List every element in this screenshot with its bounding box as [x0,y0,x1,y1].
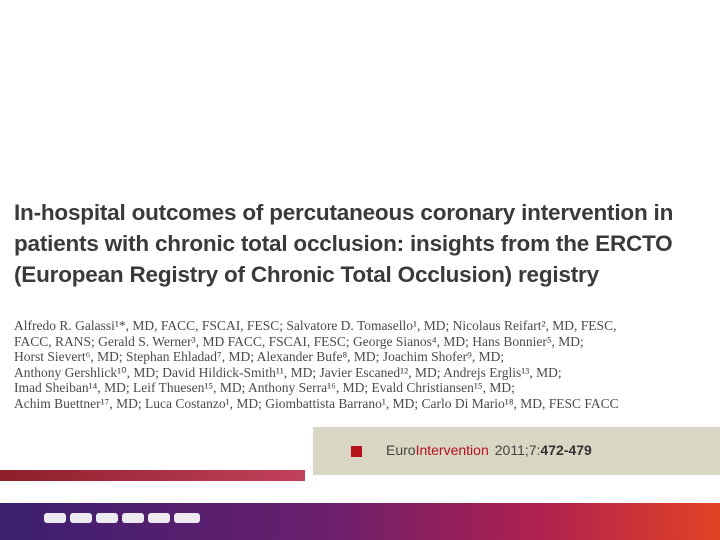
author-line-3: Horst Sievert⁶, MD; Stephan Ehladad⁷, MD; Alexander Bufe⁸, MD; Joachim Shofer⁹, MD; [14,349,505,365]
article-title [14,197,714,290]
journal-name-intervention: Intervention [415,442,489,458]
decorative-red-bar [0,470,305,481]
title-line-3: (European Registry of Chronic Total Occlusion) registry [14,262,599,287]
author-line-2: FACC, RANS; Gerald S. Werner³, MD FACC, FSCAI, FESC; George Sianos⁴, MD; Hans Bonnier⁵, MD; [14,333,584,349]
author-line-4: Anthony Gershlick¹⁰, MD; David Hildick-Smith¹¹, MD; Javier Escaned¹², MD; Andrejs Erglis¹³, MD; [14,364,562,380]
title-line-2: patients with chronic total occlusion: insights from the ERCTO [14,231,673,256]
author-line-5: Imad Sheiban¹⁴, MD; Leif Thuesen¹⁵, MD; Anthony Serra¹⁶, MD; Evald Christiansen¹⁵, MD; [14,380,515,396]
author-line-1: Alfredo R. Galassi¹*, MD, FACC, FSCAI, FESC; Salvatore D. Tomasello¹, MD; Nicolaus Reifart², MD, FESC, [14,318,617,333]
author-line-6: Achim Buettner¹⁷, MD; Luca Costanzo¹, MD; Giombattista Barrano¹, MD; Carlo Di Mario¹⁸, MD, FESC FACC [14,395,619,411]
title-line-1: In-hospital outcomes of percutaneous coronary intervention in [14,200,674,225]
journal-citation [386,442,592,458]
journal-pages: 472-479 [540,442,592,458]
journal-name-euro: Euro [386,442,416,458]
footer-logo-icon [44,513,204,523]
author-list [14,318,720,412]
journal-year-volume: 2011;7: [494,442,541,458]
journal-square-icon [351,446,362,457]
